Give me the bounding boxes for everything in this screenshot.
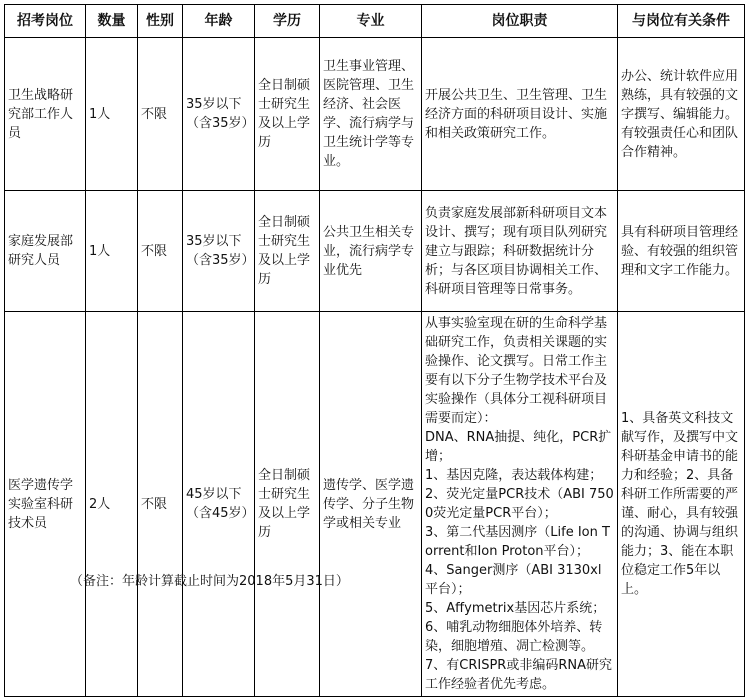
header-duties: 岗位职责 bbox=[422, 5, 618, 38]
duty-line: 3、第二代基因测序（Life Ion Torrent和Ion Proton平台）； bbox=[425, 525, 610, 559]
education-cell: 全日制硕士研究生及以上学历 bbox=[255, 191, 320, 312]
table-row bbox=[5, 312, 745, 697]
major-cell: 遗传学、医学遗传学、分子生物学或相关专业 bbox=[320, 312, 422, 697]
duties-cell bbox=[422, 38, 618, 191]
major-cell: 卫生事业管理、医院管理、卫生经济、社会医学、流行病学与卫生统计学等专业。 bbox=[320, 38, 422, 191]
header-education: 学历 bbox=[255, 5, 320, 38]
duty-line: 从事实验室现在研的生命科学基础研究工作，负责相关课题的实验操作、论文撰写。日常工作主要有以下分子生物学技术平台及实验操作（具体分工视科研项目需要而定）： bbox=[425, 316, 608, 426]
footnote: （备注：年龄计算截止时间为2018年5月31日） bbox=[70, 574, 349, 589]
age-cell: 35岁以下（含35岁） bbox=[183, 38, 255, 191]
quantity-cell: 2人 bbox=[86, 312, 138, 697]
duty-line: 开展公共卫生、卫生管理、卫生经济方面的科研项目设计、实施和相关政策研究工作。 bbox=[425, 87, 608, 141]
duty-line: 7、有CRISPR或非编码RNA研究工作经验者优先考虑。 bbox=[425, 658, 612, 692]
header-age: 年龄 bbox=[183, 5, 255, 38]
table-row bbox=[5, 38, 745, 191]
duty-line: 4、Sanger测序（ABI 3130xl平台）； bbox=[425, 563, 602, 597]
conditions-cell: 具有科研项目管理经验、有较强的组织管理和文字工作能力。 bbox=[618, 191, 745, 312]
duty-line: 6、哺乳动物细胞体外培养、转染，细胞增殖、凋亡检测等。 bbox=[425, 620, 603, 654]
duties-cell bbox=[422, 312, 618, 697]
gender-cell: 不限 bbox=[138, 312, 183, 697]
position-cell: 医学遗传学实验室科研技术员 bbox=[5, 312, 86, 697]
recruitment-table bbox=[4, 4, 745, 697]
header-conditions: 与岗位有关条件 bbox=[618, 5, 745, 38]
age-cell: 35岁以下（含35岁） bbox=[183, 191, 255, 312]
header-position: 招考岗位 bbox=[5, 5, 86, 38]
conditions-cell: 办公、统计软件应用熟练，具有较强的文字撰写、编辑能力。有较强责任心和团队合作精神。 bbox=[618, 38, 745, 191]
table-row bbox=[5, 191, 745, 312]
position-cell: 家庭发展部研究人员 bbox=[5, 191, 86, 312]
quantity-cell: 1人 bbox=[86, 38, 138, 191]
duties-cell bbox=[422, 191, 618, 312]
position-cell: 卫生战略研究部工作人员 bbox=[5, 38, 86, 191]
duty-line: DNA、RNA抽提、纯化，PCR扩增； bbox=[425, 430, 612, 464]
age-cell: 45岁以下（含45岁） bbox=[183, 312, 255, 697]
duty-line: 5、Affymetrix基因芯片系统； bbox=[425, 601, 606, 616]
quantity-cell: 1人 bbox=[86, 191, 138, 312]
header-gender: 性别 bbox=[138, 5, 183, 38]
education-cell: 全日制硕士研究生及以上学历 bbox=[255, 312, 320, 697]
header-quantity: 数量 bbox=[86, 5, 138, 38]
major-cell: 公共卫生相关专业，流行病学专业优先 bbox=[320, 191, 422, 312]
gender-cell: 不限 bbox=[138, 38, 183, 191]
header-row bbox=[5, 5, 745, 38]
duty-line: 负责家庭发展部新科研项目文本设计、撰写；现有项目队列研究建立与跟踪；科研数据统计分析；与各区项目协调相关工作、科研项目管理等日常事务。 bbox=[425, 205, 608, 297]
duty-line: 2、荧光定量PCR技术（ABI 7500荧光定量PCR平台）； bbox=[425, 487, 614, 521]
header-major: 专业 bbox=[320, 5, 422, 38]
duty-line: 1、基因克隆，表达载体构建； bbox=[425, 468, 603, 483]
education-cell: 全日制硕士研究生及以上学历 bbox=[255, 38, 320, 191]
conditions-cell: 1、具备英文科技文献写作，及撰写中文科研基金申请书的能力和经验；2、具备科研工作所需要的严谨、耐心，具有较强的沟通、协调与组织能力；3、能在本职位稳定工作5年以上。 bbox=[618, 312, 745, 697]
gender-cell: 不限 bbox=[138, 191, 183, 312]
